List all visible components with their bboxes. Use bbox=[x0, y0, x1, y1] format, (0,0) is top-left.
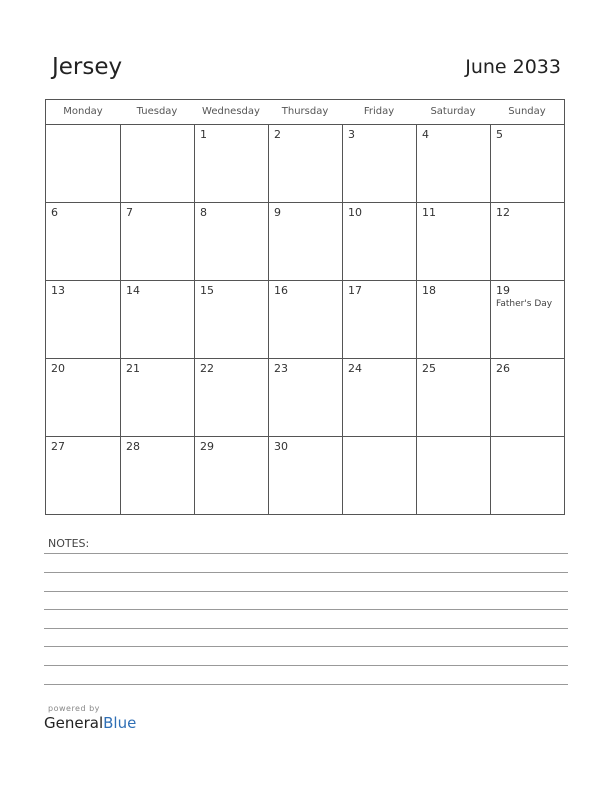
brand-blue-text: Blue bbox=[103, 714, 137, 732]
weekday-header: Wednesday bbox=[202, 106, 260, 117]
weekday-header: Friday bbox=[363, 106, 395, 117]
day-cell bbox=[120, 437, 194, 514]
day-number: 4 bbox=[422, 128, 429, 141]
week-row bbox=[46, 281, 564, 359]
note-line bbox=[44, 646, 568, 647]
week-row bbox=[46, 437, 564, 514]
day-number: 26 bbox=[496, 362, 510, 375]
day-cell bbox=[342, 281, 416, 358]
day-cell bbox=[490, 281, 564, 358]
notes-label: NOTES: bbox=[48, 537, 90, 550]
day-cell bbox=[342, 359, 416, 436]
powered-by-text: powered by bbox=[48, 704, 100, 713]
day-cell bbox=[268, 359, 342, 436]
day-number: 2 bbox=[274, 128, 281, 141]
page-title-region: Jersey bbox=[52, 54, 123, 80]
day-cell bbox=[46, 437, 120, 514]
day-number: 13 bbox=[51, 284, 65, 297]
day-cell bbox=[342, 203, 416, 280]
day-number: 1 bbox=[200, 128, 207, 141]
day-cell bbox=[46, 203, 120, 280]
day-number: 8 bbox=[200, 206, 207, 219]
day-cell bbox=[416, 281, 490, 358]
note-line bbox=[44, 591, 568, 592]
day-cell bbox=[46, 359, 120, 436]
holiday-label: Father's Day bbox=[496, 299, 553, 309]
day-cell bbox=[268, 437, 342, 514]
day-number: 19 bbox=[496, 284, 510, 297]
day-cell bbox=[120, 281, 194, 358]
day-cell bbox=[120, 203, 194, 280]
day-cell bbox=[490, 437, 564, 514]
note-line bbox=[44, 628, 568, 629]
day-number: 5 bbox=[496, 128, 503, 141]
day-number: 9 bbox=[274, 206, 281, 219]
day-number: 24 bbox=[348, 362, 362, 375]
day-number: 16 bbox=[274, 284, 288, 297]
note-line bbox=[44, 684, 568, 685]
day-cell bbox=[490, 203, 564, 280]
day-number: 17 bbox=[348, 284, 362, 297]
day-number: 10 bbox=[348, 206, 362, 219]
brand-general-text: General bbox=[44, 714, 104, 732]
day-number: 3 bbox=[348, 128, 355, 141]
day-number: 30 bbox=[274, 440, 288, 453]
day-number: 6 bbox=[51, 206, 58, 219]
day-cell bbox=[46, 125, 120, 202]
day-cell bbox=[194, 359, 268, 436]
weekday-header: Thursday bbox=[281, 106, 329, 117]
day-number: 29 bbox=[200, 440, 214, 453]
week-row bbox=[46, 125, 564, 203]
day-number: 21 bbox=[126, 362, 140, 375]
day-cell bbox=[342, 125, 416, 202]
day-number: 15 bbox=[200, 284, 214, 297]
day-cell bbox=[120, 125, 194, 202]
day-number: 28 bbox=[126, 440, 140, 453]
day-number: 18 bbox=[422, 284, 436, 297]
day-cell bbox=[268, 281, 342, 358]
day-cell bbox=[416, 203, 490, 280]
day-cell bbox=[268, 203, 342, 280]
day-number: 25 bbox=[422, 362, 436, 375]
calendar-grid bbox=[45, 99, 565, 515]
note-line bbox=[44, 553, 568, 554]
day-number: 22 bbox=[200, 362, 214, 375]
day-cell bbox=[490, 125, 564, 202]
day-number: 23 bbox=[274, 362, 288, 375]
day-cell bbox=[416, 359, 490, 436]
day-cell bbox=[120, 359, 194, 436]
day-cell bbox=[342, 437, 416, 514]
day-cell bbox=[46, 281, 120, 358]
weeks-container bbox=[46, 125, 564, 514]
weekday-header: Monday bbox=[63, 106, 103, 117]
page-title-month: June 2033 bbox=[465, 56, 561, 78]
weekday-header: Sunday bbox=[508, 106, 546, 117]
day-cell bbox=[268, 125, 342, 202]
day-cell bbox=[194, 203, 268, 280]
brand-name bbox=[44, 714, 136, 732]
week-row bbox=[46, 359, 564, 437]
day-number: 7 bbox=[126, 206, 133, 219]
day-cell bbox=[490, 359, 564, 436]
weekday-header: Tuesday bbox=[136, 106, 178, 117]
day-cell bbox=[416, 437, 490, 514]
note-line bbox=[44, 665, 568, 666]
day-number: 27 bbox=[51, 440, 65, 453]
day-cell bbox=[194, 125, 268, 202]
day-cell bbox=[194, 437, 268, 514]
weekday-header: Saturday bbox=[430, 106, 476, 117]
note-line bbox=[44, 572, 568, 573]
day-cell bbox=[194, 281, 268, 358]
week-row bbox=[46, 203, 564, 281]
weekday-header-row bbox=[46, 100, 564, 125]
generalblue-logo[interactable] bbox=[44, 704, 136, 732]
day-number: 11 bbox=[422, 206, 436, 219]
note-line bbox=[44, 609, 568, 610]
day-cell bbox=[416, 125, 490, 202]
day-number: 14 bbox=[126, 284, 140, 297]
day-number: 12 bbox=[496, 206, 510, 219]
day-number: 20 bbox=[51, 362, 65, 375]
